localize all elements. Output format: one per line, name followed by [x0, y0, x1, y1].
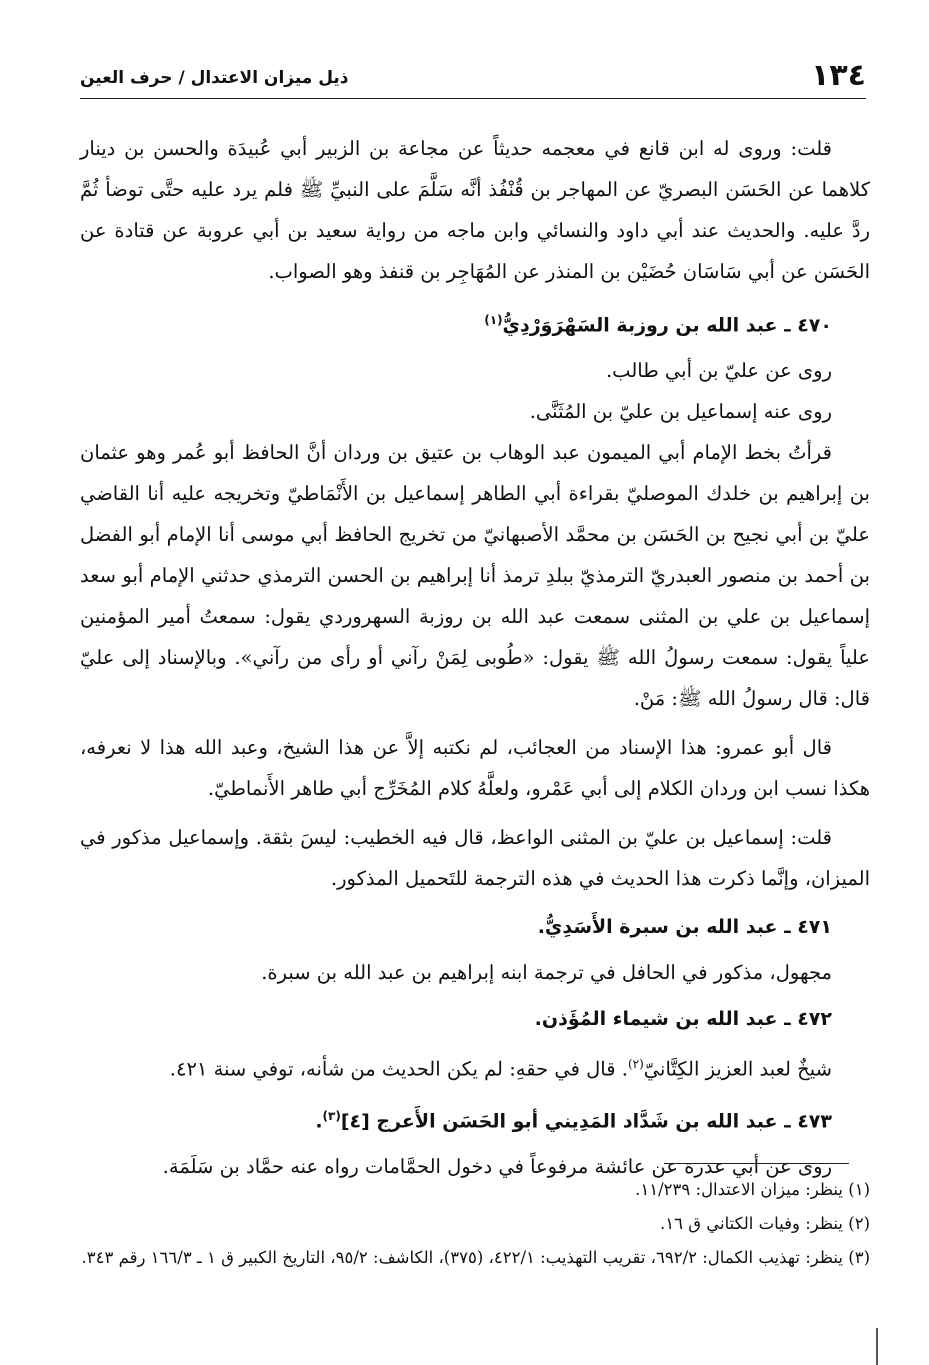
running-title: ذيل ميزان الاعتدال / حرف العين: [80, 68, 349, 88]
footnote-ref-2[interactable]: (٢): [627, 1057, 644, 1072]
footnote-1: (١) ينظر: ميزان الاعتدال: ١١/٢٣٩.: [635, 1180, 870, 1199]
entry-470-line-1: روى عن عليّ بن أبي طالب.: [605, 359, 832, 383]
footnote-ref-3[interactable]: (٣): [322, 1108, 341, 1123]
footnote-divider: [664, 1163, 849, 1164]
paragraph-2: قرأتُ بخط الإمام أبي الميمون عبد الوهاب بن عتيق بن وردان أنَّ الحافظ أبو عُمر وهو عثمان بن إبراهيم بن خلدك الموصليّ بقراءة أبي الطاهر إسماعيل بن الأَنْمَاطيّ وتخريجه عليه أنا القاضي عليّ بن أبي نجيح بن الحَسَن بن محمَّد الأصبهانيّ من تخريج الحافظ أبي موسى أنا الإمام أبو الفضل بن أحمد بن منصور العبدريّ الترمذيّ ببلدِ ترمذ أنا إبراهيم بن الحسن الترمذي حدثني الإمام أبو سعد إسماعيل بن علي بن المثنى سمعت عبد الله بن روزبة السهروردي يقول: سمعتُ أمير المؤمنين علياً يقول: سمعت رسولُ الله ﷺ يقول: «طُوبى لِمَنْ رآني أو رأى من رآني». وبالإسناد إلى عليّ قال: قال رسولُ الله ﷺ: مَنْ.: [80, 441, 870, 711]
entry-470-title: [80, 300, 870, 346]
entry-472-line-1a: شيخٌ لعبد العزيز الكِتَّانيّ: [643, 1057, 832, 1081]
footnote-2: (٢) ينظر: وفيات الكتاني ق ١٦.: [660, 1214, 870, 1233]
footnote-ref-1[interactable]: (١): [484, 313, 503, 327]
entry-473-title: [80, 1096, 870, 1142]
entry-470-line-2: روى عنه إسماعيل بن عليّ بن المُثَنَّى.: [529, 400, 832, 424]
entry-472-line-1b: . قال في حقهِ: لم يكن الحديث من شأنه، توفي سنة ٤٢١.: [169, 1057, 628, 1081]
entry-473-title-end: .: [315, 1110, 323, 1133]
entry-473-line-1: روى عن أبي عدرة عن عائشة مرفوعاً في دخول الحمَّامات رواه عنه حمَّاد بن سَلَمَة.: [162, 1155, 832, 1179]
entry-470-title-text: ٤٧٠ ـ عبد الله بن روزبة السَهْرَوَرْدِيُّ: [502, 314, 832, 337]
footnote-3: (٣) ينظر: تهذيب الكمال: ٦٩٢/٢، تقريب التهذيب: ٤٢٢/١، (٣٧٥)، الكاشف: ٩٥/٢، التاريخ الكبير ق ١ ـ ١٦٦/٣ رقم ٣٤٣.: [81, 1248, 870, 1267]
entry-472-line-1: [80, 1044, 870, 1090]
entry-471-line-1: مجهول، مذكور في الحافل في ترجمة ابنه إبراهيم بن عبد الله بن سبرة.: [261, 961, 832, 985]
paragraph-4: قلت: إسماعيل بن عليّ بن المثنى الواعظ، قال فيه الخطيب: ليسَ بثقة. وإسماعيل مذكور في الميزان، وإنَّما ذكرت هذا الحديث في هذه الترجمة للتَحميل المذكور.: [80, 826, 870, 891]
entry-472-title: ٤٧٢ ـ عبد الله بن شيماء المُؤَذن.: [534, 1008, 832, 1031]
entry-473-title-text: ٤٧٣ ـ عبد الله بن شَدَّاد المَدِيني أبو الحَسَن الأَعرج [٤]: [340, 1110, 832, 1133]
entry-471-title: ٤٧١ ـ عبد الله بن سبرة الأَسَدِيُّ.: [537, 916, 832, 939]
paragraph-3: قال أبو عمرو: هذا الإسناد من العجائب، لم نكتبه إلاَّ عن هذا الشيخ، وعبد الله هذا لا نعرفه، هكذا نسب ابن وردان الكلام إلى أبي عَمْرو، ولعلَّهُ كلام المُخَرِّج أبي طاهر الأَنماطيّ.: [80, 736, 870, 801]
margin-mark: [876, 1328, 878, 1365]
main-text: [80, 128, 870, 1187]
paragraph-1: قلت: وروى له ابن قانع في معجمه حديثاً عن مجاعة بن الزبير أبي عُبيدَة والحسن بن دينار كلاهما عن الحَسَن البصريّ عن المهاجر بن قُنْفُذ أنَّه سَلَّمَ على النبيِّ ﷺ فلم يرد عليه حتَّى توضأ ثُمَّ ردَّ عليه. والحديث عند أبي داود والنسائي وابن ماجه من رواية سعيد بن أبي عروبة عن قتادة عن الحَسَن عن أبي سَاسَان حُضَيْن بن المنذر عن المُهَاجِر بن قنفذ وهو الصواب.: [80, 137, 870, 283]
page-number: ١٣٤: [811, 58, 866, 93]
page-header: [80, 58, 866, 99]
footnotes: [80, 1175, 870, 1277]
